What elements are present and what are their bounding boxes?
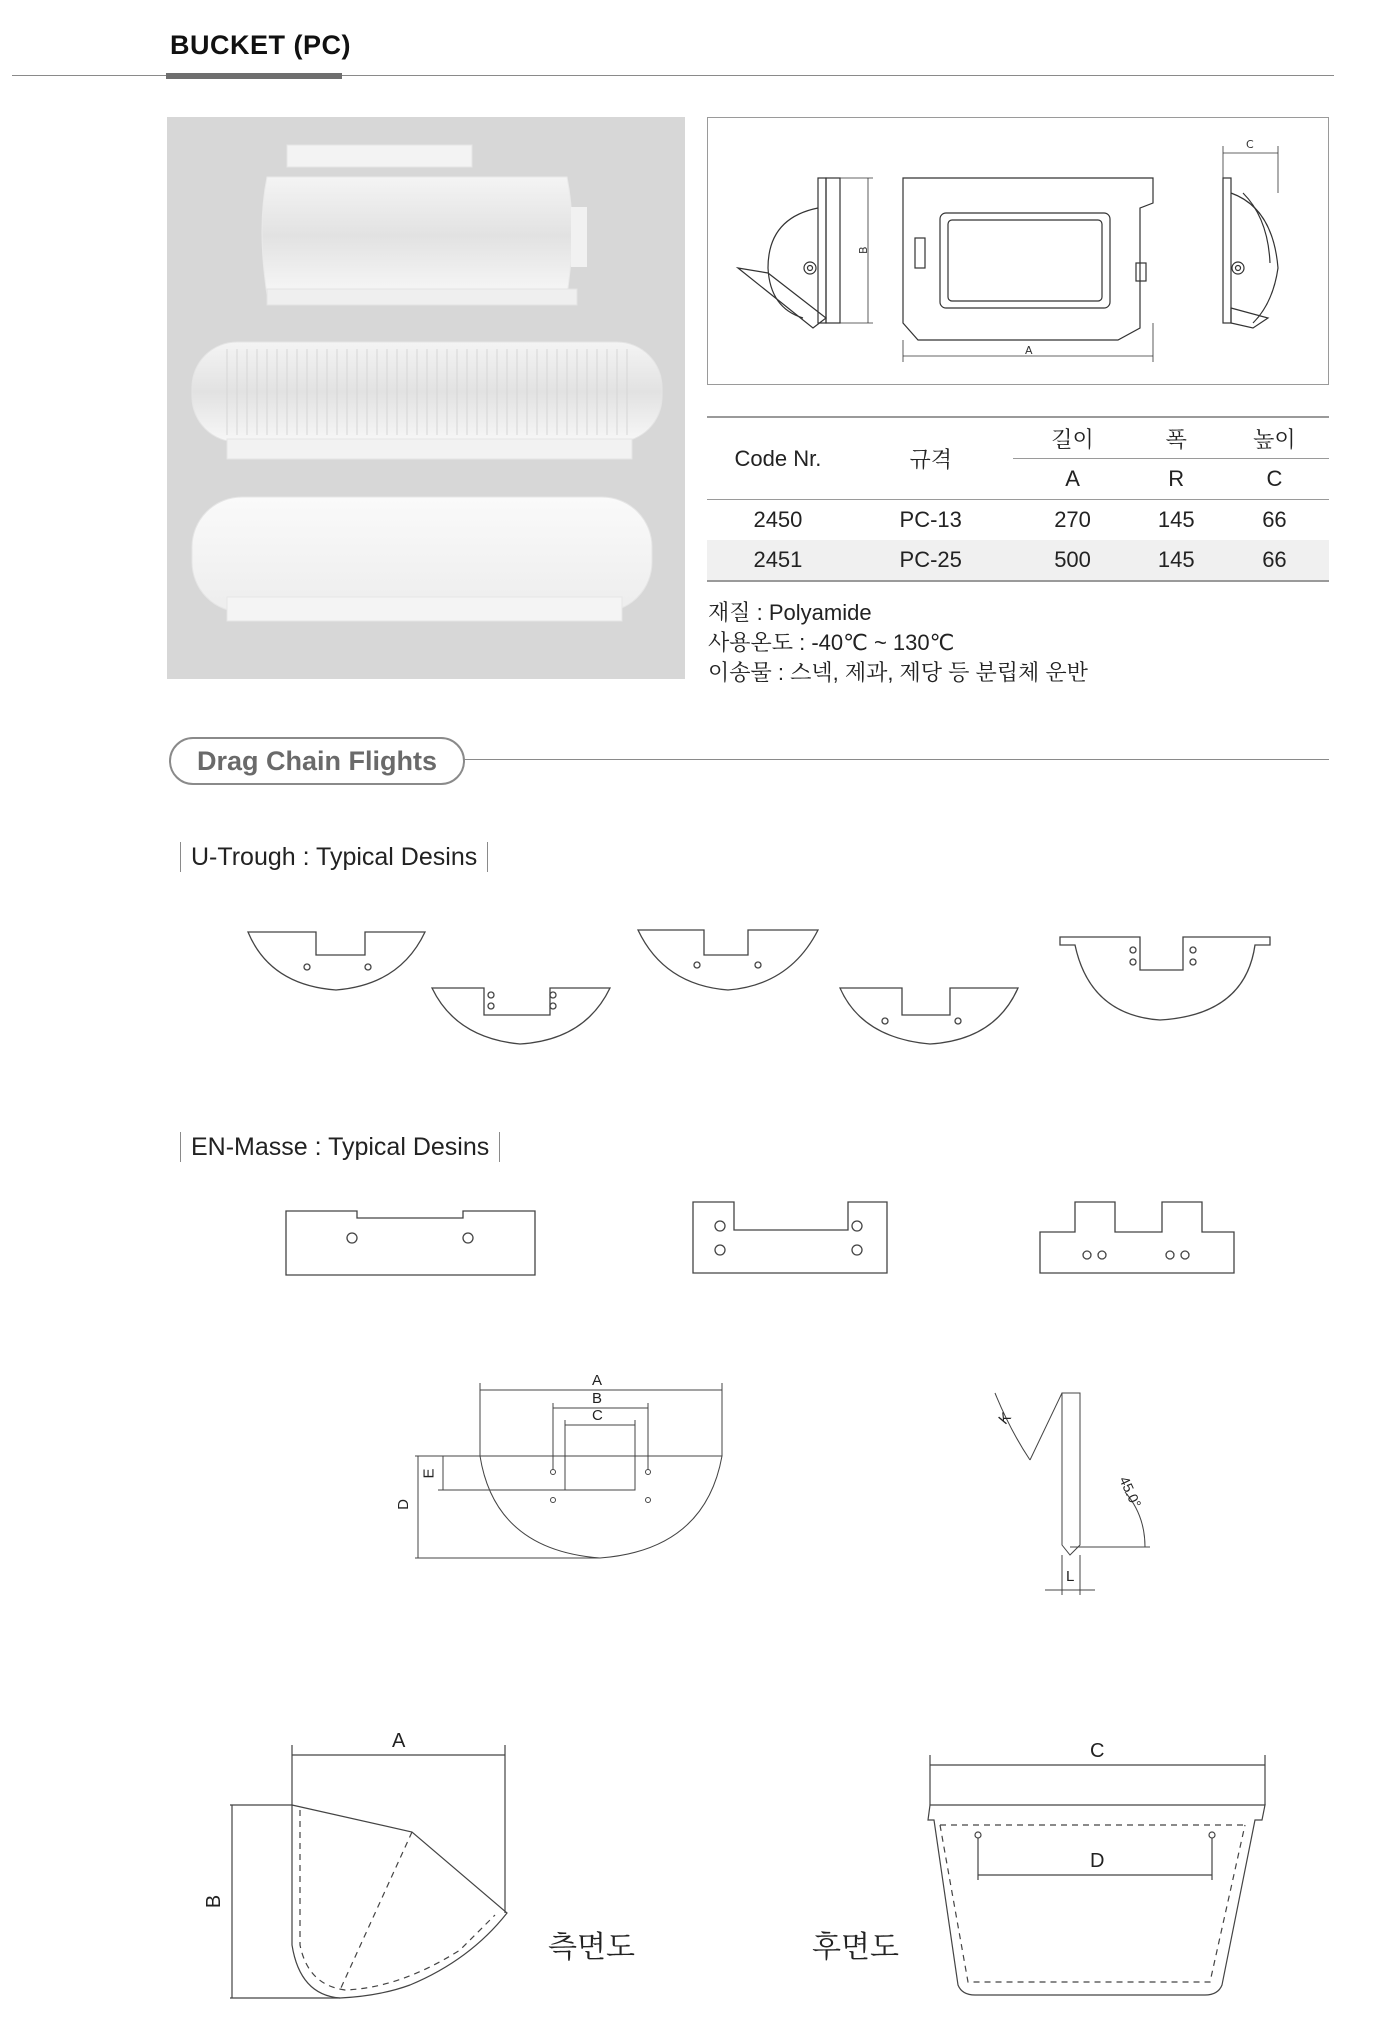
- cell-r: 145: [1133, 500, 1220, 541]
- dim-label-a: A: [592, 1372, 603, 1389]
- cell-code: 2450: [707, 500, 849, 541]
- diagram-label-c: C: [1246, 138, 1254, 151]
- sub-header-c: C: [1220, 459, 1329, 500]
- dim-label-angle: 45.0°: [1116, 1473, 1145, 1511]
- col-header-code: Code Nr.: [707, 417, 849, 500]
- diagram-label-b: B: [857, 246, 870, 254]
- note-temperature: 사용온도 : -40℃ ~ 130℃: [708, 630, 955, 655]
- dim-label-l: L: [1066, 1568, 1075, 1585]
- u-trough-flight-4: [840, 988, 1018, 1044]
- en-masse-heading: EN-Masse : Typical Desins: [180, 1132, 500, 1162]
- cell-spec: PC-25: [849, 540, 1013, 581]
- dim-label-c: C: [592, 1407, 603, 1424]
- rear-view-caption: 후면도: [812, 1931, 899, 1964]
- cell-spec: PC-13: [849, 500, 1013, 541]
- bucket-rear-view: [928, 1755, 1265, 1995]
- flight-dimension-drawing: [415, 1383, 722, 1558]
- u-trough-flight-1: [248, 932, 425, 990]
- side-dim-b: B: [203, 1894, 226, 1909]
- note-material: 재질 : Polyamide: [708, 600, 872, 625]
- note-conveyed: 이송물 : 스넥, 제과, 제당 등 분립체 운반: [708, 660, 1088, 685]
- en-masse-flight-3: [1040, 1202, 1234, 1273]
- rear-dim-d: D: [1090, 1850, 1105, 1872]
- col-header-length: 길이: [1013, 417, 1133, 459]
- u-trough-flight-3: [638, 930, 818, 990]
- dim-label-e: E: [420, 1468, 438, 1479]
- u-trough-heading: U-Trough : Typical Desins: [180, 842, 488, 872]
- cell-c: 66: [1220, 540, 1329, 581]
- dim-label-d: D: [394, 1499, 412, 1510]
- rear-dim-c: C: [1090, 1740, 1105, 1762]
- page-title: BUCKET (PC): [170, 30, 351, 60]
- col-header-spec: 규격: [849, 417, 1013, 500]
- cell-c: 66: [1220, 500, 1329, 541]
- section-title: Drag Chain Flights: [169, 737, 465, 785]
- side-dim-a: A: [392, 1730, 406, 1752]
- en-masse-flight-2: [693, 1202, 887, 1273]
- cell-a: 270: [1013, 500, 1133, 541]
- cell-a: 500: [1013, 540, 1133, 581]
- col-header-width: 폭: [1133, 417, 1220, 459]
- sub-header-a: A: [1013, 459, 1133, 500]
- u-trough-flight-2: [432, 988, 610, 1044]
- bucket-side-view: [230, 1745, 507, 1998]
- dim-label-k: K: [995, 1409, 1015, 1428]
- cell-r: 145: [1133, 540, 1220, 581]
- cell-code: 2451: [707, 540, 849, 581]
- dim-label-b: B: [592, 1390, 603, 1407]
- side-view-caption: 측면도: [548, 1931, 635, 1964]
- col-header-height: 높이: [1220, 417, 1329, 459]
- sub-header-r: R: [1133, 459, 1220, 500]
- u-trough-flight-5: [1060, 937, 1270, 1020]
- diagram-label-a: A: [1025, 344, 1033, 357]
- en-masse-flight-1: [286, 1211, 535, 1275]
